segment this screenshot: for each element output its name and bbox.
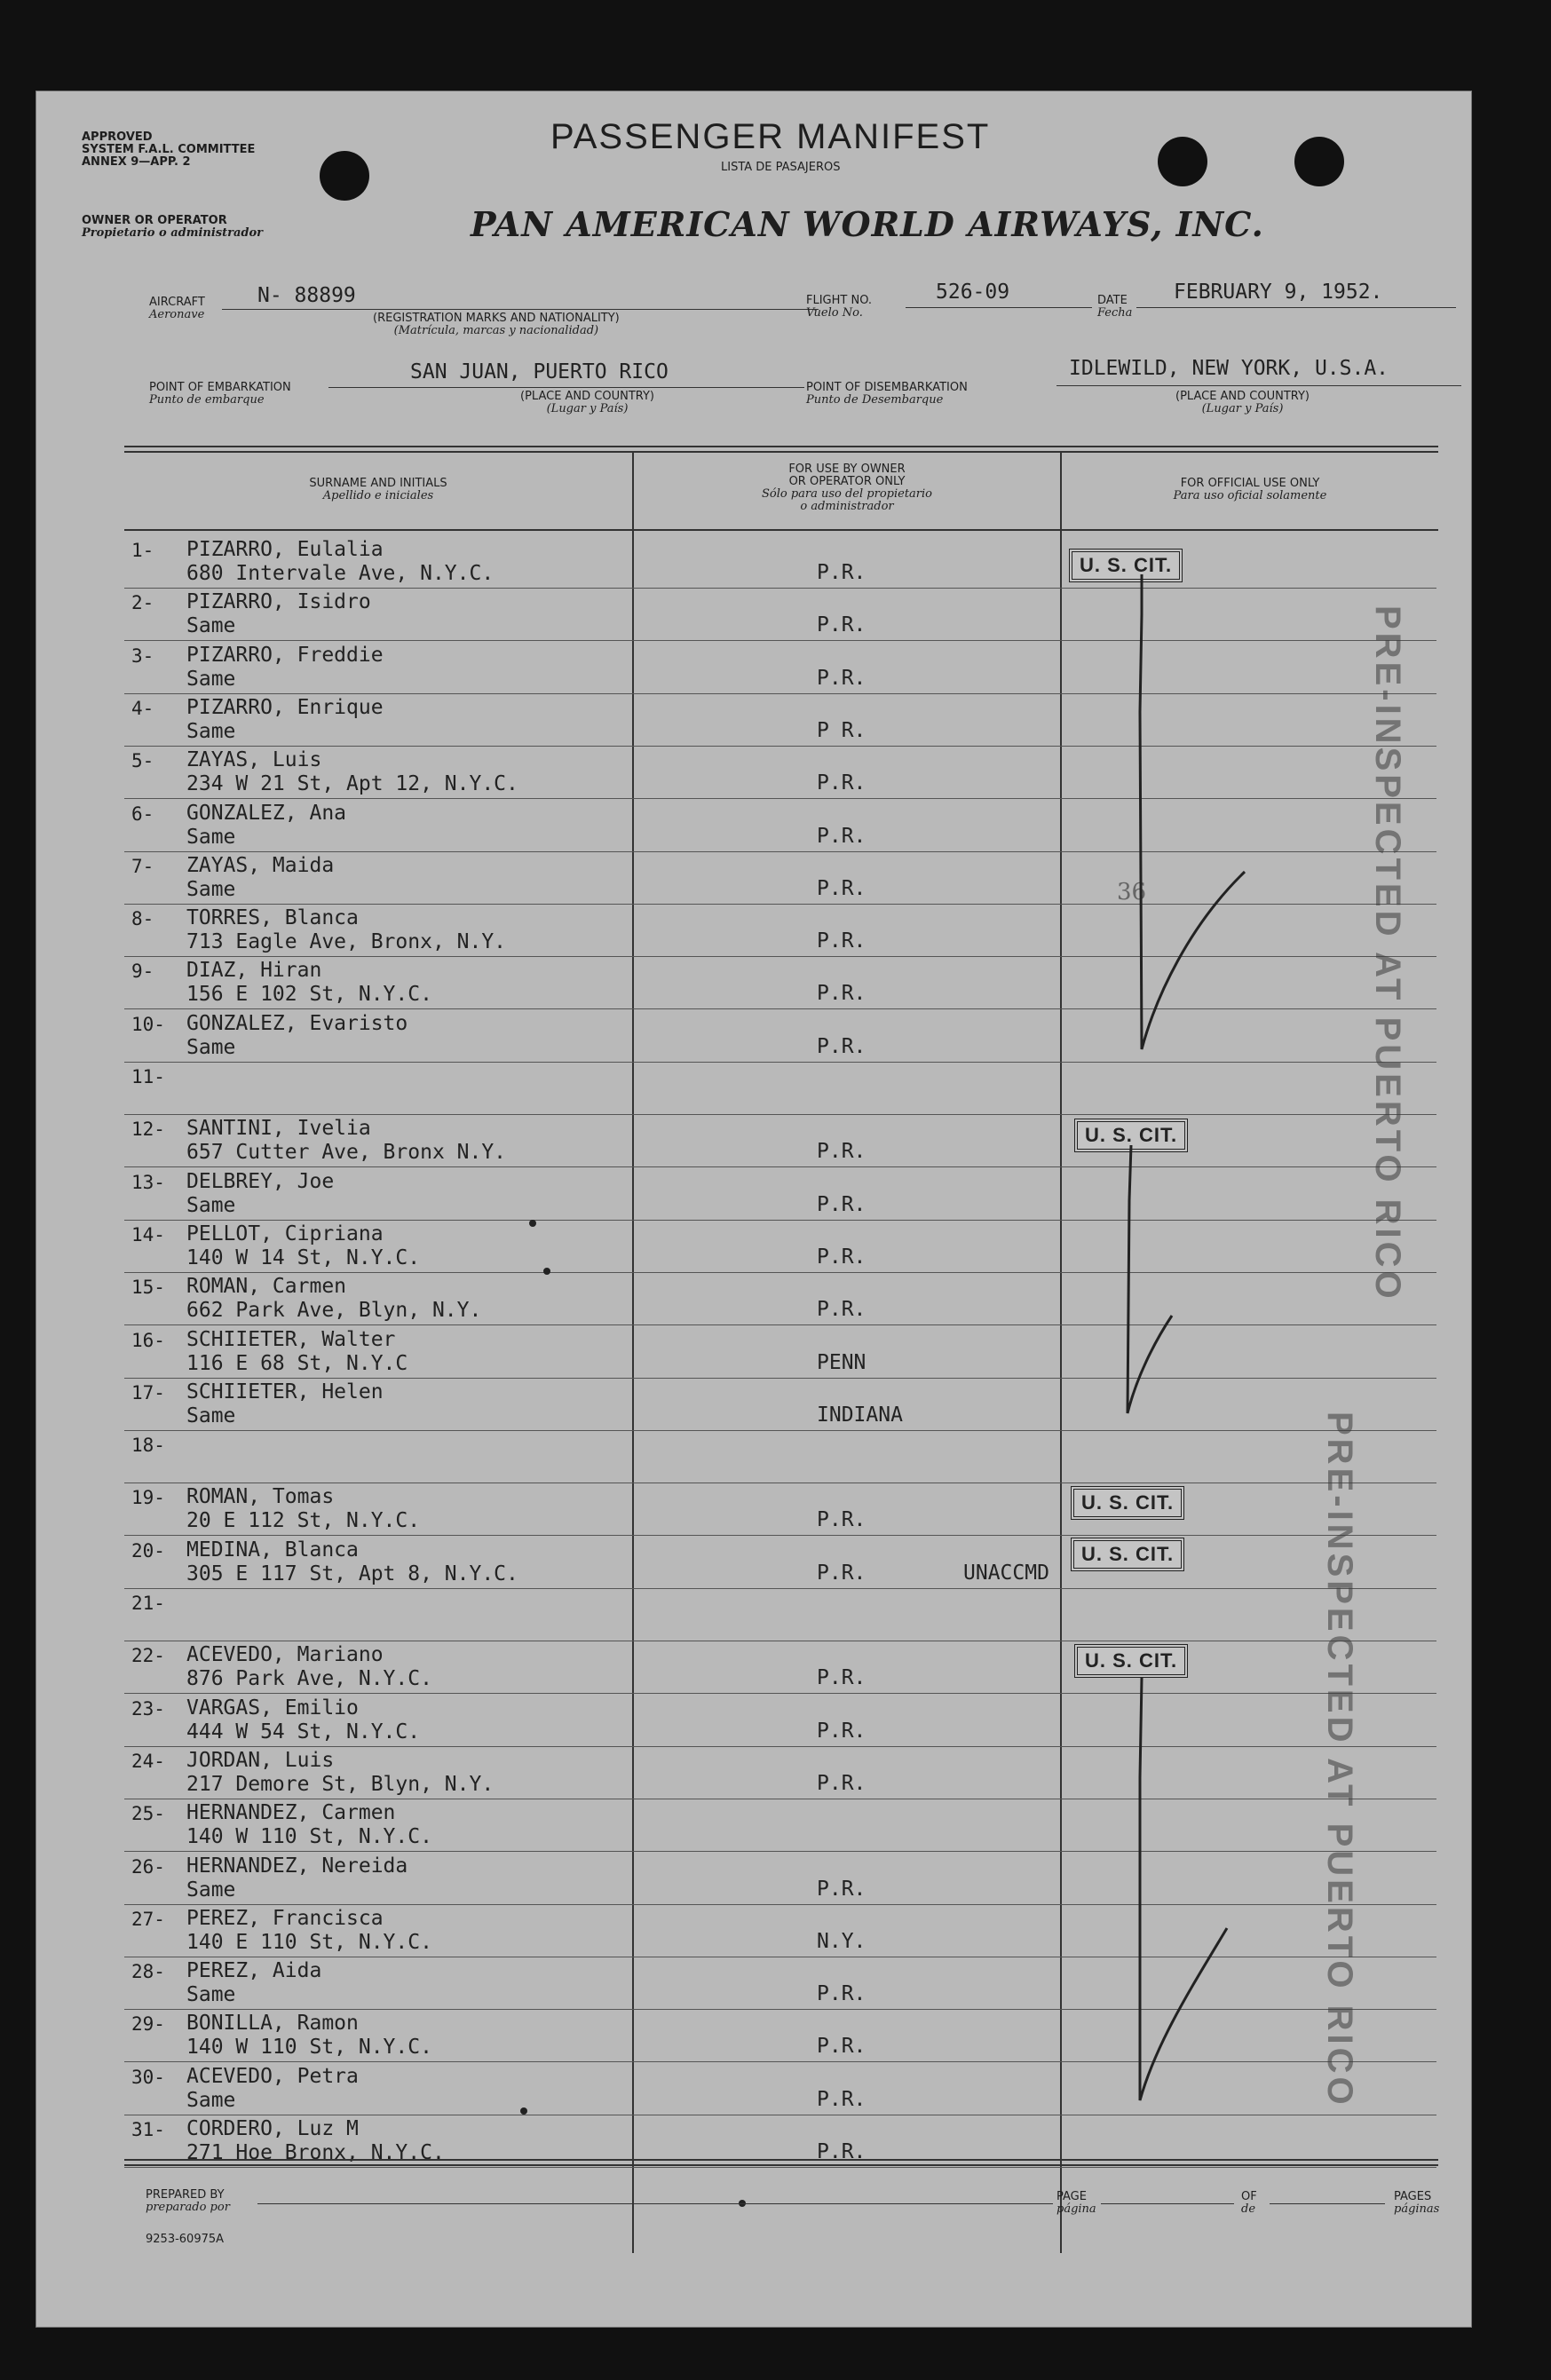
passenger-address: 662 Park Ave, Blyn, N.Y. — [186, 1299, 482, 1323]
passenger-name: ACEVEDO, Petra — [186, 2064, 359, 2088]
passenger-address: 217 Demore St, Blyn, N.Y. — [186, 1772, 495, 1796]
pre-inspected-stamp-1: PRE-INSPECTED AT PUERTO RICO — [1368, 605, 1407, 1302]
page-title-es: LISTA DE PASAJEROS — [721, 161, 841, 174]
disembark-label-es: Punto de Desembarque — [806, 393, 944, 407]
aircraft-label-es: Aeronave — [149, 308, 205, 321]
passenger-name: ROMAN, Carmen — [186, 1275, 347, 1299]
ink-dot-2 — [543, 1268, 550, 1275]
passenger-name: SCHIIETER, Helen — [186, 1380, 384, 1403]
us-cit-stamp-4: U. S. CIT. — [1071, 1538, 1184, 1571]
owner-note: P.R. — [817, 1508, 867, 1532]
passenger-name: PIZARRO, Enrique — [186, 695, 384, 719]
passenger-address: 20 E 112 St, N.Y.C. — [186, 1509, 421, 1533]
row-number: 31- — [131, 2119, 165, 2140]
approval-line-1: APPROVED — [82, 130, 153, 144]
prepared-by-line — [257, 2203, 1053, 2204]
passenger-address: Same — [186, 1403, 236, 1427]
passenger-name: PEREZ, Aida — [186, 1959, 322, 1983]
owner-note: P.R. — [817, 876, 867, 900]
owner-note: INDIANA — [817, 1403, 903, 1427]
embark-place-en: (PLACE AND COUNTRY) — [520, 390, 655, 403]
passenger-address: 876 Park Ave, N.Y.C. — [186, 1667, 432, 1691]
owner-note: P.R. — [817, 1034, 867, 1058]
pages-label-en: PAGES — [1394, 2190, 1432, 2203]
pages-label — [1394, 2191, 1439, 2216]
owner-note: P.R. — [817, 666, 867, 690]
row-number: 3- — [131, 644, 154, 667]
owner-note: P.R. — [817, 613, 867, 637]
manifest-sheet — [36, 91, 1472, 2328]
pre-inspected-stamp-2: PRE-INSPECTED AT PUERTO RICO — [1320, 1411, 1359, 2108]
us-cit-stamp-2: U. S. CIT. — [1074, 1119, 1188, 1152]
passenger-address: 140 E 110 St, N.Y.C. — [186, 1930, 432, 1954]
disembark-place-en: (PLACE AND COUNTRY) — [1175, 390, 1310, 403]
prepared-by-label — [146, 2189, 230, 2214]
passenger-address: 680 Intervale Ave, N.Y.C. — [186, 562, 495, 585]
flight-value: 526-09 — [936, 281, 1010, 304]
owner-note: P.R. — [817, 1298, 867, 1322]
margin-note: 36 — [1117, 879, 1147, 905]
passenger-address: Same — [186, 667, 236, 691]
row-number: 13- — [131, 1171, 165, 1193]
passenger-name: HERNANDEZ, Carmen — [186, 1801, 396, 1825]
passenger-name: TORRES, Blanca — [186, 906, 359, 930]
aircraft-value: N- 88899 — [257, 284, 356, 307]
owner-note: P.R. — [817, 561, 867, 584]
owner-note: P R. — [817, 718, 867, 742]
passenger-address: 116 E 68 St, N.Y.C — [186, 1351, 408, 1375]
prepared-by-en: PREPARED BY — [146, 2188, 225, 2202]
row-number: 14- — [131, 1223, 165, 1245]
row-number: 26- — [131, 1855, 165, 1878]
passenger-name: PIZARRO, Freddie — [186, 643, 384, 667]
passenger-address: 140 W 110 St, N.Y.C. — [186, 2036, 432, 2060]
page-label-es: página — [1056, 2202, 1096, 2216]
passenger-name: ZAYAS, Maida — [186, 853, 335, 877]
passenger-name: ZAYAS, Luis — [186, 748, 322, 772]
of-label-en: OF — [1241, 2190, 1257, 2203]
column-header-passenger-es: Apellido e iniciales — [322, 489, 434, 502]
passenger-address: Same — [186, 1193, 236, 1217]
row-number: 11- — [131, 1066, 165, 1087]
row-number: 8- — [131, 908, 154, 930]
column-header-owner-es-1: Sólo para uso del propietario — [761, 487, 933, 501]
passenger-name: HERNANDEZ, Nereida — [186, 1854, 408, 1878]
row-number: 10- — [131, 1013, 165, 1035]
official-note: UNACCMD — [963, 1561, 1049, 1585]
column-header-owner-es-2: o administrador — [800, 500, 894, 513]
passenger-address: 305 E 117 St, Apt 8, N.Y.C. — [186, 1562, 518, 1585]
row-number: 5- — [131, 750, 154, 772]
airline-name: PAN AMERICAN WORLD AIRWAYS, INC. — [471, 204, 1264, 244]
check-marks — [36, 91, 1472, 2328]
passenger-name: GONZALEZ, Ana — [186, 801, 347, 825]
owner-note: P.R. — [817, 1561, 867, 1585]
pages-label-es: páginas — [1394, 2202, 1440, 2216]
passenger-address: Same — [186, 1035, 236, 1059]
table-bottom-rule-2 — [124, 2164, 1438, 2166]
owner-label-es: Propietario o administrador — [82, 226, 264, 240]
owner-note: P.R. — [817, 1877, 867, 1901]
owner-note: P.R. — [817, 1982, 867, 2006]
row-number: 17- — [131, 1381, 165, 1403]
passenger-address: 234 W 21 St, Apt 12, N.Y.C. — [186, 772, 518, 796]
row-number: 6- — [131, 803, 154, 825]
date-value: FEBRUARY 9, 1952. — [1174, 281, 1383, 304]
passenger-address: 140 W 110 St, N.Y.C. — [186, 1825, 432, 1849]
passenger-address: 271 Hoe Bronx, N.Y.C. — [186, 2141, 445, 2164]
page-line — [1101, 2203, 1234, 2204]
passenger-address: 140 W 14 St, N.Y.C. — [186, 1245, 421, 1269]
owner-note: P.R. — [817, 2087, 867, 2111]
passenger-name: VARGAS, Emilio — [186, 1696, 359, 1720]
row-number: 9- — [131, 961, 154, 983]
ink-dot-1 — [529, 1220, 536, 1227]
row-number: 1- — [131, 540, 154, 561]
disembark-label-en: POINT OF DISEMBARKATION — [806, 381, 968, 394]
passenger-name: PELLOT, Cipriana — [186, 1222, 384, 1245]
passenger-address: 156 E 102 St, N.Y.C. — [186, 983, 432, 1007]
column-header-passenger-en: SURNAME AND INITIALS — [309, 477, 447, 490]
passenger-name: BONILLA, Ramon — [186, 2012, 359, 2036]
date-label-en: DATE — [1097, 294, 1128, 307]
owner-note: P.R. — [817, 2035, 867, 2059]
us-cit-stamp-3: U. S. CIT. — [1071, 1486, 1184, 1520]
check-mark-1 — [1140, 574, 1245, 1049]
passenger-name: MEDINA, Blanca — [186, 1538, 359, 1562]
row-number: 4- — [131, 697, 154, 719]
embark-label-en: POINT OF EMBARKATION — [149, 381, 291, 394]
of-label-es: de — [1241, 2202, 1256, 2216]
owner-note: P.R. — [817, 929, 867, 953]
passenger-name: DIAZ, Hiran — [186, 959, 322, 983]
passenger-address: 657 Cutter Ave, Bronx N.Y. — [186, 1141, 507, 1165]
column-header-owner-1: FOR USE BY OWNER — [788, 463, 906, 476]
owner-note: P.R. — [817, 1245, 867, 1269]
passenger-name: CORDERO, Luz M — [186, 2117, 359, 2140]
flight-label-en: FLIGHT NO. — [806, 294, 873, 307]
owner-note: P.R. — [817, 982, 867, 1006]
row-number: 12- — [131, 1119, 165, 1141]
owner-note: P.R. — [817, 1192, 867, 1216]
passenger-address: Same — [186, 1983, 236, 2007]
row-number: 29- — [131, 2013, 165, 2036]
row-number: 22- — [131, 1645, 165, 1667]
row-number: 15- — [131, 1277, 165, 1299]
column-header-owner-2: OR OPERATOR ONLY — [788, 475, 906, 488]
passenger-name: PEREZ, Francisca — [186, 1906, 384, 1930]
passenger-name: SCHIIETER, Walter — [186, 1327, 396, 1351]
prepared-by-es: preparado por — [146, 2201, 230, 2214]
passenger-address: Same — [186, 614, 236, 638]
row-number: 24- — [131, 1750, 165, 1772]
row-number: 2- — [131, 592, 154, 614]
us-cit-stamp-5: U. S. CIT. — [1074, 1644, 1188, 1678]
of-line — [1270, 2203, 1385, 2204]
of-label — [1241, 2191, 1257, 2216]
passenger-address: 713 Eagle Ave, Bronx, N.Y. — [186, 930, 507, 954]
registration-label-es: (Matrícula, marcas y nacionalidad) — [393, 324, 599, 337]
owner-note: P.R. — [817, 1771, 867, 1795]
owner-label-en: OWNER OR OPERATOR — [82, 214, 227, 227]
registration-label-en: (REGISTRATION MARKS AND NATIONALITY) — [373, 312, 620, 325]
ink-dot-3 — [520, 2107, 527, 2115]
us-cit-stamp-1: U. S. CIT. — [1069, 549, 1183, 582]
passenger-name: ROMAN, Tomas — [186, 1485, 335, 1509]
embark-value: SAN JUAN, PUERTO RICO — [410, 360, 669, 383]
passenger-name: PIZARRO, Eulalia — [186, 538, 384, 561]
passenger-name: DELBREY, Joe — [186, 1169, 335, 1193]
column-header-official-en: FOR OFFICIAL USE ONLY — [1180, 477, 1320, 490]
passenger-address: Same — [186, 825, 236, 849]
row-number: 16- — [131, 1329, 165, 1351]
owner-note: P.R. — [817, 824, 867, 848]
passenger-name: ACEVEDO, Mariano — [186, 1643, 384, 1667]
passenger-name: PIZARRO, Isidro — [186, 590, 371, 614]
embark-label-es: Punto de embarque — [149, 393, 265, 407]
row-number: 18- — [131, 1435, 165, 1457]
check-mark-3 — [1140, 1678, 1227, 2100]
form-number: 9253-60975A — [146, 2233, 225, 2246]
passenger-name: SANTINI, Ivelia — [186, 1117, 371, 1141]
page-title: PASSENGER MANIFEST — [550, 117, 991, 156]
table-bottom-rule-1 — [124, 2159, 1438, 2161]
disembark-place-es: (Lugar y País) — [1201, 402, 1284, 415]
column-header-official-es: Para uso oficial solamente — [1173, 489, 1327, 502]
embark-place-es: (Lugar y País) — [546, 402, 629, 415]
row-number: 30- — [131, 2066, 165, 2088]
approval-line-2: SYSTEM F.A.L. COMMITTEE — [82, 143, 256, 156]
owner-note: P.R. — [817, 1666, 867, 1690]
disembark-value: IDLEWILD, NEW YORK, U.S.A. — [1069, 357, 1389, 380]
owner-note: P.R. — [817, 771, 867, 795]
row-number: 27- — [131, 1908, 165, 1930]
row-number: 21- — [131, 1593, 165, 1614]
page-label — [1056, 2191, 1096, 2216]
date-label-es: Fecha — [1097, 306, 1133, 320]
passenger-name: GONZALEZ, Evaristo — [186, 1011, 408, 1035]
row-number: 25- — [131, 1803, 165, 1825]
passenger-address: Same — [186, 1878, 236, 1902]
row-number: 7- — [131, 855, 154, 877]
owner-note: PENN — [817, 1350, 867, 1374]
approval-line-3: ANNEX 9—APP. 2 — [82, 155, 191, 169]
row-number: 19- — [131, 1487, 165, 1509]
passenger-address: Same — [186, 2088, 236, 2112]
passenger-address: 444 W 54 St, N.Y.C. — [186, 1720, 421, 1743]
aircraft-label-en: AIRCRAFT — [149, 296, 205, 309]
owner-note: P.R. — [817, 1140, 867, 1164]
flight-label-es: Vuelo No. — [806, 306, 863, 320]
passenger-name: JORDAN, Luis — [186, 1748, 335, 1772]
owner-note: P.R. — [817, 2140, 867, 2163]
row-number: 20- — [131, 1539, 165, 1562]
row-number: 23- — [131, 1697, 165, 1720]
page-label-en: PAGE — [1056, 2190, 1087, 2203]
row-number: 28- — [131, 1961, 165, 1983]
owner-note: N.Y. — [817, 1929, 867, 1953]
passenger-address: Same — [186, 877, 236, 901]
passenger-address: Same — [186, 719, 236, 743]
check-mark-2 — [1128, 1145, 1172, 1413]
owner-note: P.R. — [817, 1719, 867, 1743]
